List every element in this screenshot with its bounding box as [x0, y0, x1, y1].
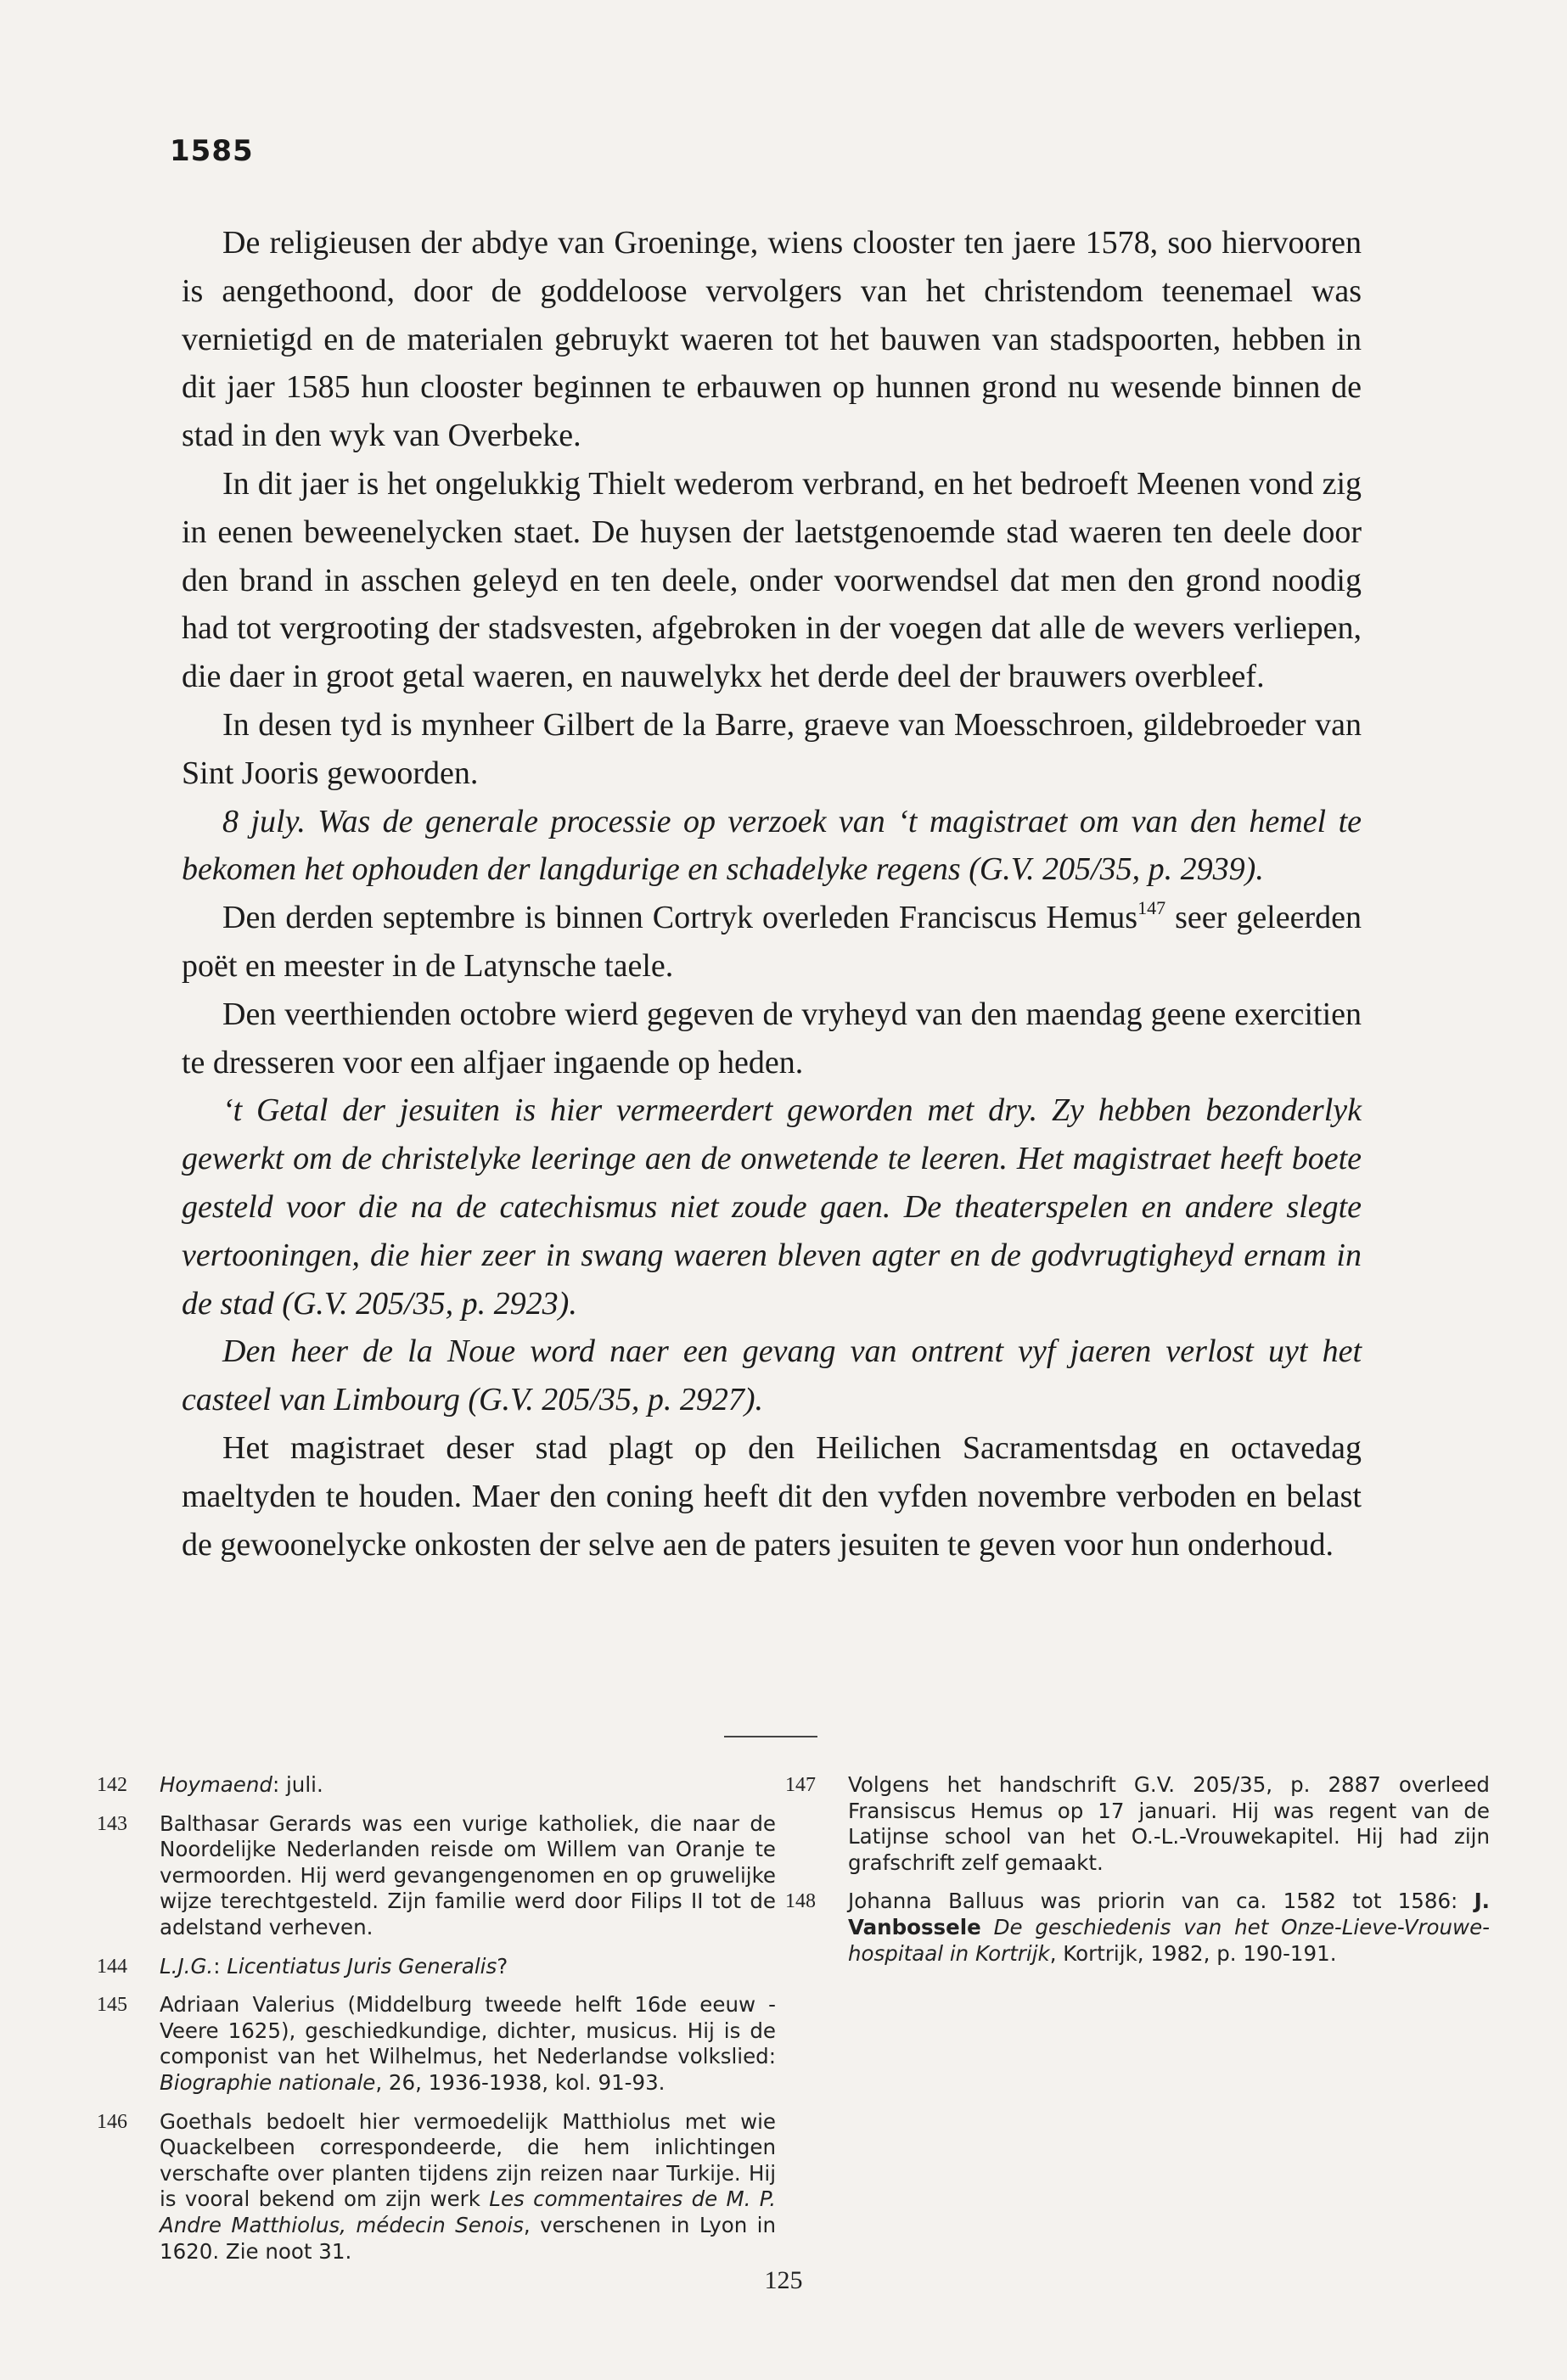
paragraph-de-la-noue: Den heer de la Noue word naer een gevang van ontrent vyf jaeren verlost uyt het casteel van Limbourg (G.V. 205/35, p. 2927). — [182, 1333, 1362, 1418]
footnote-148: 148 Johanna Balluus was priorin van ca. 1582 tot 1586: J. Vanbossele De geschiedenis van het Onze-Lieve-Vrouwe-hospitaal in Kortrijk, Kortrijk, 1982, p. 190-191. — [785, 1889, 1490, 1966]
paragraph-franciscus-hemus — [182, 894, 1362, 991]
paragraph-sacramentsdag: Het magistraet deser stad plagt op den Heilichen Sacramentsdag en octavedag maeltyden te houden. Maer den coning heeft dit den vyfden novembre verboden en belast de gewoonelycke onkosten der selve aen de paters jesuiten te geven voor hun onderhoud. — [182, 1429, 1362, 1563]
footnote-author: J. Vanbossele — [848, 1889, 1490, 1939]
hemus-text: Den derden septembre is binnen Cortryk overleden Franciscus Hemus — [222, 900, 1138, 936]
paragraph-exercitien: Den veerthienden octobre wierd gegeven de vryheyd van den maendag geene exercitien te dresseren voor een alfjaer ingaende op heden. — [182, 996, 1362, 1081]
footnote-number: 147 — [785, 1774, 816, 1796]
paragraph-abbey-groeninge: De religieusen der abdye van Groeninge, wiens clooster ten jaere 1578, soo hiervooren is aengethoond, door de goddeloose vervolgers van het christendom teenemael was vernietigd en de materialen gebruykt waeren tot het bauwen van stadspoorten, hebben in dit jaer 1585 hun clooster beginnen te erbauwen op hunnen grond nu wesende binnen de stad in den wyk van Overbeke. — [182, 225, 1362, 454]
hemus-text-end: seer geleerden poët en meester in de Latynsche taele. — [182, 900, 1362, 984]
paragraph-jesuits: ‘t Getal der jesuiten is hier vermeerdert geworden met dry. Zy hebben bezonderlyk gewerkt om de christelyke leeringe aen de onwetende te leeren. Het magistraet heeft boete gesteld voor die na de catechismus niet zoude gaen. De theaterspelen en andere slegte vertooningen, die hier zeer in swang waeren bleven agter en de godvrugtigheyd ernam in de stad (G.V. 205/35, p. 2923). — [182, 1092, 1362, 1322]
footnote-number: 142 — [97, 1774, 127, 1796]
paragraph-gilbert-de-la-barre: In desen tyd is mynheer Gilbert de la Barre, graeve van Moesschroen, gildebroeder van Sint Jooris gewoorden. — [182, 706, 1362, 791]
footnote-number: 144 — [97, 1955, 127, 1978]
footnote-term: Hoymaend — [160, 1772, 272, 1797]
footnote-147: 147 Volgens het handschrift G.V. 205/35, p. 2887 overleed Fransiscus Hemus op 17 januari. Hij was regent van de Latijnse school van het O.-L.-Vrouwekapitel. Hij had zijn grafschrift zelf gemaakt. — [785, 1772, 1490, 1875]
footnote-number: 146 — [97, 2110, 127, 2133]
footnote-142: 142 Hoymaend: juli. — [97, 1772, 323, 1797]
footnotes-right-column — [785, 1772, 1490, 1979]
footnote-title: Biographie nationale — [160, 2069, 376, 2095]
footnote-number: 145 — [97, 1994, 127, 2017]
paragraph-thielt-meenen: In dit jaer is het ongelukkig Thielt wederom verbrand, en het bedroeft Meenen vond zig in eenen beweenelycken staet. De huysen der laetstgenoemde stad waeren ten deele door den brand in asschen geleyd en ten deele, onder voorwendsel dat men den grond noodig had tot vergrooting der stadsvesten, afgebroken in der voegen dat alle de wevers verliepen, die daer in groot getal waeren, en nauwelykx het derde deel der brauwers overbleef. — [182, 465, 1362, 695]
main-text — [182, 219, 1362, 1569]
footnote-143: 143 Balthasar Gerards was een vurige katholiek, die naar de Noordelijke Nederlanden reisde om Willem van Oranje te vermoorden. Hij werd gevangengenomen en op gruwelijke wijze terechtgesteld. Zijn familie werd door Filips II tot de adelstand verheven. — [97, 1810, 776, 1939]
page-number: 125 — [764, 2266, 803, 2294]
footnote-title: De geschiedenis van het Onze-Lieve-Vrouwe-hospitaal in Kortrijk — [848, 1914, 1490, 1966]
footnote-145: 145 Adriaan Valerius (Middelburg tweede helft 16de eeuw - Veere 1625), geschiedkundige, dichter, musicus. Hij is de componist van het Wilhelmus, het Nederlandse volkslied: Biographie nationale, 26, 1936-1938, kol. 91-93. — [97, 1992, 776, 2095]
paragraph-procession: 8 july. Was de generale processie op verzoek van ‘t magistraet om van den hemel te bekomen het ophouden der langdurige en schadelyke regens (G.V. 205/35, p. 2939). — [182, 803, 1362, 888]
footnote-number: 143 — [97, 1812, 127, 1835]
footnotes-left-column — [97, 1772, 776, 2277]
footnote-number: 148 — [785, 1890, 816, 1913]
footnote-ref-147[interactable]: 147 — [1137, 897, 1166, 919]
footnote-title: Les commentaires de M. P. Andre Matthiolus, médecin Senois — [160, 2186, 776, 2237]
footnote-divider — [724, 1736, 817, 1737]
footnote-144: 144 L.J.G.: Licentiatus Juris Generalis? — [97, 1953, 508, 1979]
footnote-146: 146 Goethals bedoelt hier vermoedelijk Matthiolus met wie Quackelbeen correspondeerde, die hem inlichtingen verschafte over planten tijdens zijn reizen naar Turkije. Hij is vooral bekend om zijn werk Les commentaires de M. P. Andre Matthiolus, médecin Senois, verschenen in Lyon in 1620. Zie noot 31. — [97, 2108, 776, 2264]
year-heading: 1585 — [170, 134, 254, 168]
